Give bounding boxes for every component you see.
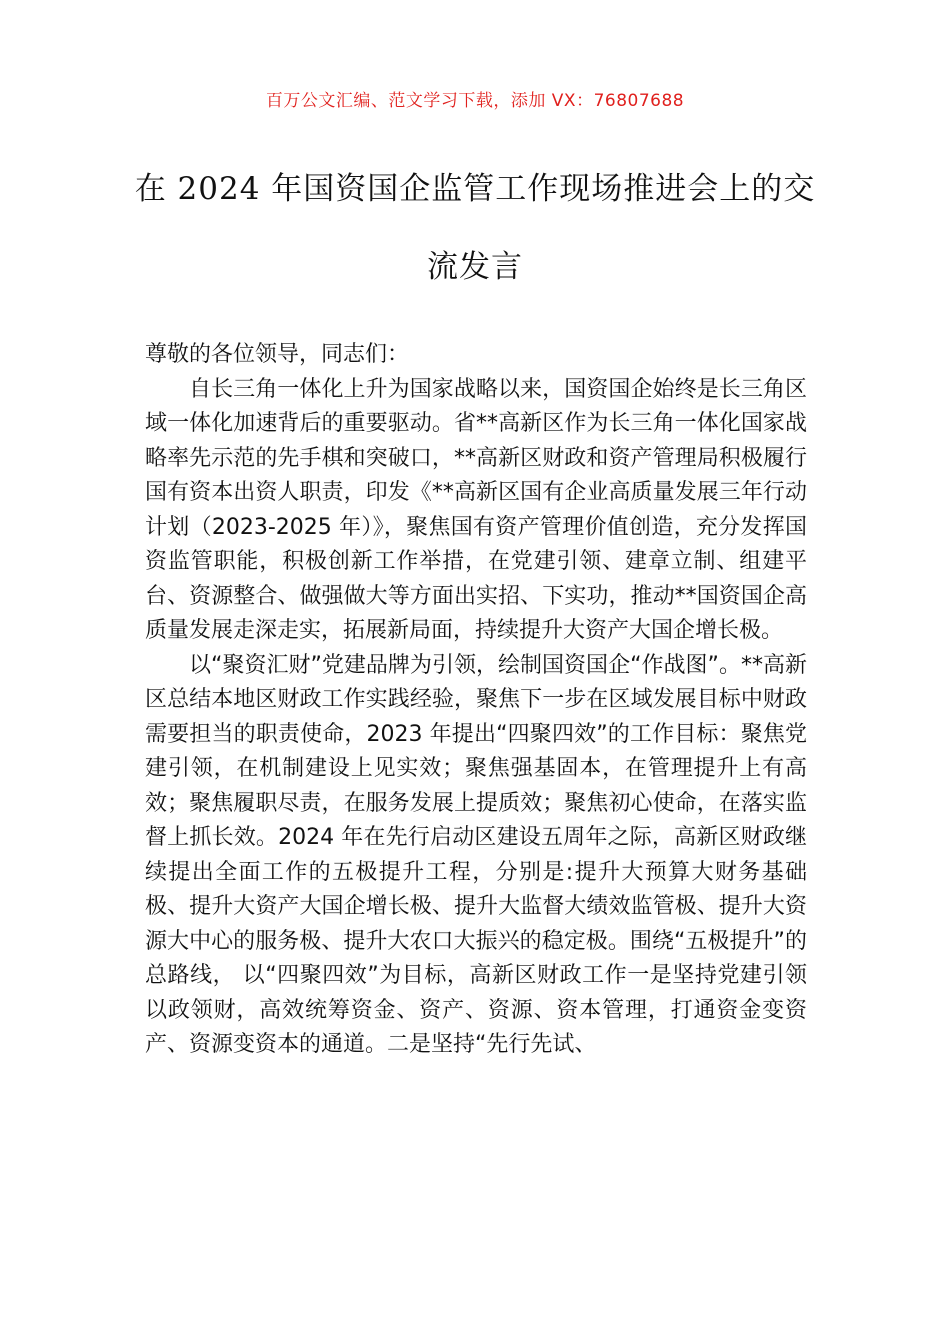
header-watermark-note: 百万公文汇编、范文学习下载，添加 VX：76807688 <box>265 91 685 111</box>
salutation: 尊敬的各位领导，同志们： <box>145 342 410 367</box>
paragraph-1: 自长三角一体化上升为国家战略以来，国资国企始终是长三角区域一体化加速背后的重要驱动。省**高新区作为长三角一体化国家战略率先示范的先手棋和突破口，**高新区财政和资产管理局积极履行国有资本出资人职责，印发《**高新区国有企业高质量发展三年行动计划（2023-2025 年）》，聚焦国有资产管理价值创造，充分发挥国资监管职能，积极创新工作举措，在党建引领、建章立制、组建平台、资源整合、做强做大等方面出实招、下实功，推动**国资国企高质量发展走深走实，拓展新局面，持续提升大资产大国企增长极。 <box>145 376 807 643</box>
document-body <box>145 338 807 1063</box>
paragraph-2: 以“聚资汇财”党建品牌为引领，绘制国资国企“作战图”。**高新区总结本地区财政工作实践经验，聚焦下一步在区域发展目标中财政需要担当的职责使命，2023 年提出“四聚四效”的工作目标：聚焦党建引领，在机制建设上见实效；聚焦强基固本，在管理提升上有高效；聚焦履职尽责，在服务发展上提质效；聚焦初心使命，在落实监督上抓长效。2024 年在先行启动区建设五周年之际，高新区财政继续提出全面工作的五极提升工程，分别是:提升大预算大财务基础极、提升大资产大国企增长极、提升大监督大绩效监管极、提升大资源大中心的服务极、提升大农口大振兴的稳定极。围绕“五极提升”的总路线， 以“四聚四效”为目标，高新区财政工作一是坚持党建引领以政领财，高效统筹资金、资产、资源、资本管理，打通资金变资产、资源变资本的通道。二是坚持“先行先试、 <box>145 652 807 1057</box>
document-title: 在 2024 年国资国企监管工作现场推进会上的交流发言 <box>134 171 816 285</box>
